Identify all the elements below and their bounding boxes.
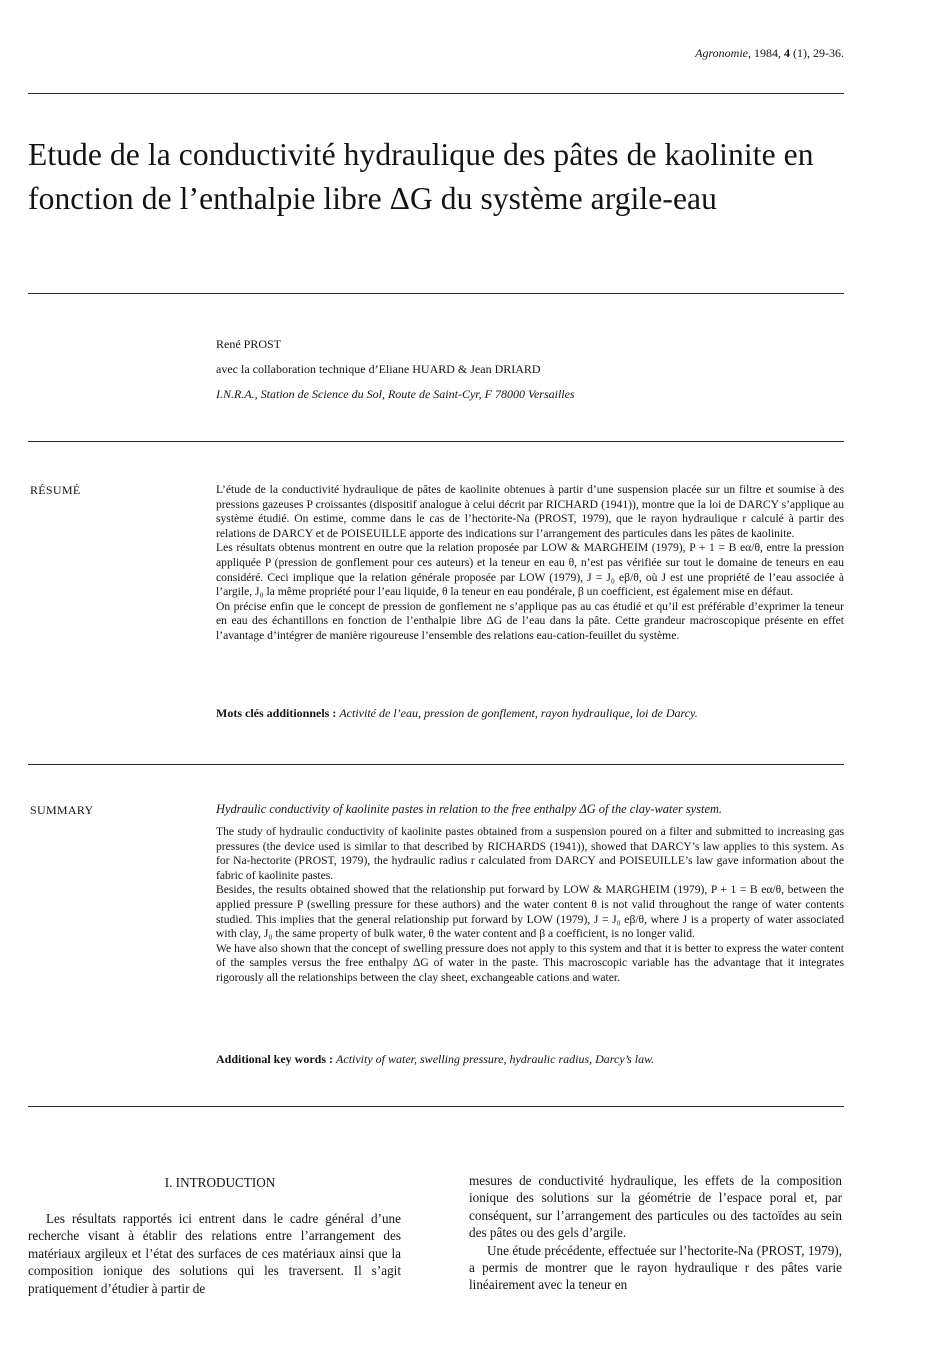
resume-label: RÉSUMÉ bbox=[30, 483, 81, 497]
affiliation: I.N.R.A., Station de Science du Sol, Route de Saint-Cyr, F 78000 Versailles bbox=[216, 387, 575, 401]
journal-citation bbox=[695, 46, 844, 61]
author-line bbox=[216, 336, 281, 353]
divider bbox=[28, 293, 844, 294]
summary-keywords-label: Additional key words : bbox=[216, 1052, 334, 1066]
resume-keywords-label: Mots clés additionnels : bbox=[216, 706, 337, 720]
collab-ampersand: & bbox=[457, 362, 468, 376]
collab-1-name: HUARD bbox=[412, 362, 455, 376]
author-given-name: René bbox=[216, 337, 241, 351]
paper-title: Etude de la conductivité hydraulique des pâtes de kaolinite en fonction de l’enthalpie libre ΔG du système argile-eau bbox=[28, 137, 814, 216]
resume-keywords-list: Activité de l’eau, pression de gonflement, rayon hydraulique, loi de Darcy. bbox=[339, 706, 698, 720]
divider bbox=[28, 441, 844, 442]
resume-paragraph-1: L’étude de la conductivité hydraulique de pâtes de kaolinite obtenues à partir d’une suspension placée sur un filtre et soumise à des pressions gazeuses P croissantes (dispositif analogue à celui décrit par RICHARD (1941)), montre que la loi de DARCY s’applique au système étudié. On estime, comme dans le cas de l’hectorite-Na (PROST, 1979), que le rayon hydraulique r calculé à partir des relations de DARCY et de POISEUILLE apporte des indications sur l’arrangement des particules dans les pâtes de kaolinite. bbox=[216, 483, 844, 540]
summary-paragraph-3: We have also shown that the concept of swelling pressure does not apply to this system and that it is better to express the water content of the samples versus the free enthalpy ΔG of water in the paste. This macroscopic variable has the advantage that it integrates rigorously all the relationships between the clay sheet, exchangeable cations and water. bbox=[216, 941, 844, 984]
collab-2-given-name: Jean bbox=[470, 362, 492, 376]
divider bbox=[28, 764, 844, 765]
section-heading-introduction: I. INTRODUCTION bbox=[164, 1175, 276, 1190]
journal-issue-pages: (1), 29-36. bbox=[793, 46, 844, 60]
summary-label: SUMMARY bbox=[30, 803, 94, 817]
resume-paragraph-2: Les résultats obtenus montrent en outre que la relation proposée par LOW & MARGHEIM (1979), P + 1 = B eα/θ, entre la pression appliquée P (pression de gonflement pour ces auteurs) et la teneur en eau θ, n’est pas vérifiée sur tout le domaine de teneurs en eau considéré. Ceci implique que la relation générale proposée par LOW (1979), J = J₀ eβ/θ, où J est une propriété de l’eau associée à l’argile, J₀ la même propriété pour l’eau liquide, θ la teneur en eau pondérale, β un coefficient, est également mise en défaut. bbox=[216, 541, 844, 599]
journal-name: Agronomie, bbox=[695, 46, 751, 60]
intro-right-paragraph-1: mesures de conductivité hydraulique, les effets de la composition ionique des solutions sur la géométrie de l’espace poral et, par conséquent, sur l’arrangement des particules ou des tactoïdes au sein des pâtes ou des gels d’argile. bbox=[469, 1173, 842, 1241]
intro-left-paragraph: Les résultats rapportés ici entrent dans le cadre général d’une recherche visant à établir des relations entre l’arrangement des matériaux argileux et l’état des surfaces de ces matériaux ainsi que la composition ionique des solutions qui les traversent. Il s’agit pratiquement d’étudier à partir de bbox=[28, 1211, 401, 1296]
summary-paragraph-1: The study of hydraulic conductivity of kaolinite pastes obtained from a suspension poured on a filter and submitted to increasing gas pressures (the device used is similar to that described by RICHARDS (1941)), showed that DARCY’s law applies to this system. As for Na-hectorite (PROST, 1979), the hydraulic radius r calculated from DARCY and POISEUILLE’s law gave information about the fabric of kaolinite pastes. bbox=[216, 825, 844, 882]
resume-keywords bbox=[216, 706, 844, 721]
summary-keywords-list: Activity of water, swelling pressure, hydraulic radius, Darcy’s law. bbox=[336, 1052, 655, 1066]
intro-right-paragraph-2: Une étude précédente, effectuée sur l’hectorite-Na (PROST, 1979), a permis de montrer que le rayon hydraulique r des pâtes varie linéairement avec la teneur en bbox=[469, 1242, 842, 1293]
divider bbox=[28, 93, 844, 94]
summary-keywords bbox=[216, 1052, 844, 1067]
journal-volume: 4 bbox=[784, 46, 790, 60]
intro-right-column bbox=[469, 1172, 842, 1294]
intro-left-column bbox=[28, 1210, 401, 1297]
summary-subtitle: Hydraulic conductivity of kaolinite pastes in relation to the free enthalpy ΔG of the clay-water system. bbox=[216, 802, 722, 816]
resume-body bbox=[216, 483, 844, 644]
resume-paragraph-3: On précise enfin que le concept de pression de gonflement ne s’applique pas au cas étudié et qu’il est préférable d’exprimer la teneur en eau des échantillons en fonction de l’enthalpie libre ΔG de l’eau dans la pâte. Cette grandeur macroscopique présente en effet l’avantage d’intégrer de manière rigoureuse l’ensemble des relations eau-cation-feuillet du système. bbox=[216, 599, 844, 642]
summary-paragraph-2: Besides, the results obtained showed that the relationship put forward by LOW & MARGHEIM (1979), P + 1 = B eα/θ, between the applied pressure P (swelling pressure for these authors) and the water content θ is not valid throughout the range of water contents studied. This implies that the general relationship put forward by LOW (1979), J = J₀ eβ/θ, where J is a property of water associated with clay, J₀ the same property of bulk water, θ the water content and β a coefficient, is no longer valid. bbox=[216, 883, 844, 941]
collab-2-family-name: DRIARD bbox=[494, 362, 541, 376]
summary-body bbox=[216, 801, 844, 986]
journal-year: 1984, bbox=[754, 46, 781, 60]
collab-prefix: avec la collaboration technique d’Eliane bbox=[216, 362, 410, 376]
divider bbox=[28, 1106, 844, 1107]
author-family-name: PROST bbox=[243, 337, 282, 351]
collaborators-line bbox=[216, 361, 541, 378]
